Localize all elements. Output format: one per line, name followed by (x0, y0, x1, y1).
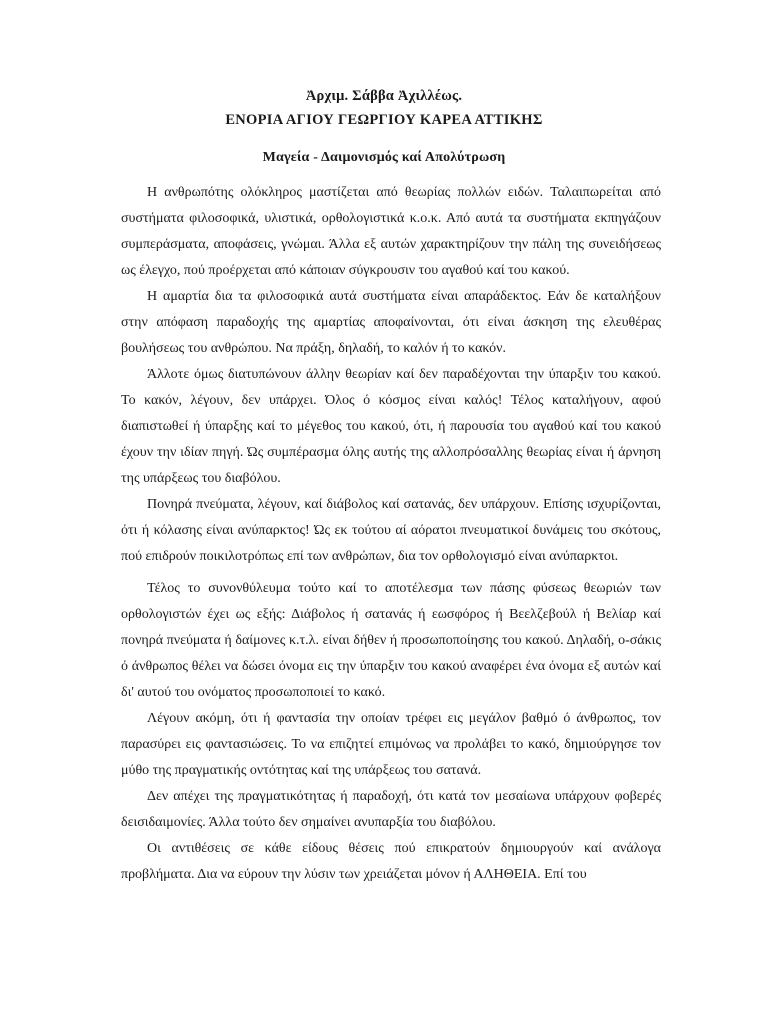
paragraph: Η αμαρτία δια τα φιλοσοφικά αυτά συστήματα είναι απαράδεκτος. Εάν δε καταλήξουν στην απόφαση παραδοχής της αμαρτίας αποφαίνονται, ότι είναι άσκηση της ελευθέρας βουλήσεως του ανθρώπου. Να πράξη, δηλαδή, το καλόν ή το κακόν. (121, 289, 661, 356)
paragraph: Οι αντιθέσεις σε κάθε είδους θέσεις πού επικρατούν δημιουργούν καί ανάλογα προβλήματα. Δια να εύρουν την λύσιν των χρειάζεται μόνον ή ΑΛΗΘΕΙΑ. Επί του (121, 841, 661, 882)
parish-heading: ΕΝΟΡΙΑ ΑΓΙΟΥ ΓΕΩΡΓΙΟΥ ΚΑΡΕΑ ΑΤΤΙΚΗΣ (225, 112, 543, 128)
paragraph: Πονηρά πνεύματα, λέγουν, καί διάβολος καί σατανάς, δεν υπάρχουν. Επίσης ισχυρίζονται, ότι ή κόλασης είναι ανύπαρκτος! Ώς εκ τούτου αί αόρατοι πνευματικοί δυνάμεις του σκότους, πού επιδρούν ποικιλοτρόπως επί των ανθρώπων, δια τον ορθολογισμό είναι ανύπαρκτοι. (121, 497, 661, 564)
paragraph: Τέλος το συνονθύλευμα τούτο καί το αποτέλεσμα των πάσης φύσεως θεωριών των ορθολογιστών έχει ως εξής: Διάβολος ή σατανάς ή εωσφόρος ή Βεελζεβούλ ή Βελίαρ καί πονηρά πνεύματα ή δαίμονες κ.τ.λ. είναι δήθεν ή προσωποποίησης του κακού. Δηλαδή, ο-σάκις ό άνθρωπος θέλει να δώσει όνομα εις την ύπαρξιν του κακού αναφέρει ένα όνομα εξ αυτών καί δι' αυτού του ονόματος προσωποποιεί το κακό. (121, 581, 661, 700)
author-line: Ἀρχιμ. Σάββα Ἀχιλλέως. (305, 88, 463, 104)
paragraph: Άλλοτε όμως διατυπώνουν άλλην θεωρίαν καί δεν παραδέχονται την ύπαρξιν του κακού. Το κακόν, λέγουν, δεν υπάρχει. Όλος ό κόσμος είναι καλός! Τέλος καταλήγουν, αφού διαπιστωθεί ή ύπαρξης καί το μέγεθος του κακού, ότι, ή παρουσία του αγαθού καί του κακού έχουν την ιδίαν πηγή. Ώς συμπέρασμα όλης αυτής της αλλοπρόσαλλης θεωρίας είναι ή άρνηση της υπάρξεως του διαβόλου. (121, 367, 661, 486)
paragraph: Δεν απέχει της πραγματικότητας ή παραδοχή, ότι κατά τον μεσαίωνα υπάρχουν φοβερές δεισιδαιμονίες. Άλλα τούτο δεν σημαίνει ανυπαρξία του διαβόλου. (121, 789, 661, 830)
paragraph: Η ανθρωπότης ολόκληρος μαστίζεται από θεωρίας πολλών ειδών. Ταλαιπωρείται από συστήματα φιλοσοφικά, υλιστικά, ορθολογιστικά κ.ο.κ. Από αυτά τα συστήματα εκπηγάζουν συμπεράσματα, αποφάσεις, γνώμαι. Άλλα εξ αυτών χαρακτηρίζουν την πάλη της συνειδήσεως ως έλεγχο, πού προέρχεται από κάποιαν σύγκρουσιν του αγαθού καί του κακού. (121, 185, 661, 278)
document-body (121, 180, 661, 888)
paragraph: Λέγουν ακόμη, ότι ή φαντασία την οποίαν τρέφει εις μεγάλον βαθμό ό άνθρωπος, τον παρασύρει εις φαντασιώσεις. Το να επιζητεί επιμόνως να προλάβει το κακό, δημιούργησε τον μύθο της πραγματικής οντότητας καί της υπάρξεως του σατανά. (121, 711, 661, 778)
document-title: Μαγεία - Δαιμονισμός καί Απολύτρωση (262, 150, 506, 165)
